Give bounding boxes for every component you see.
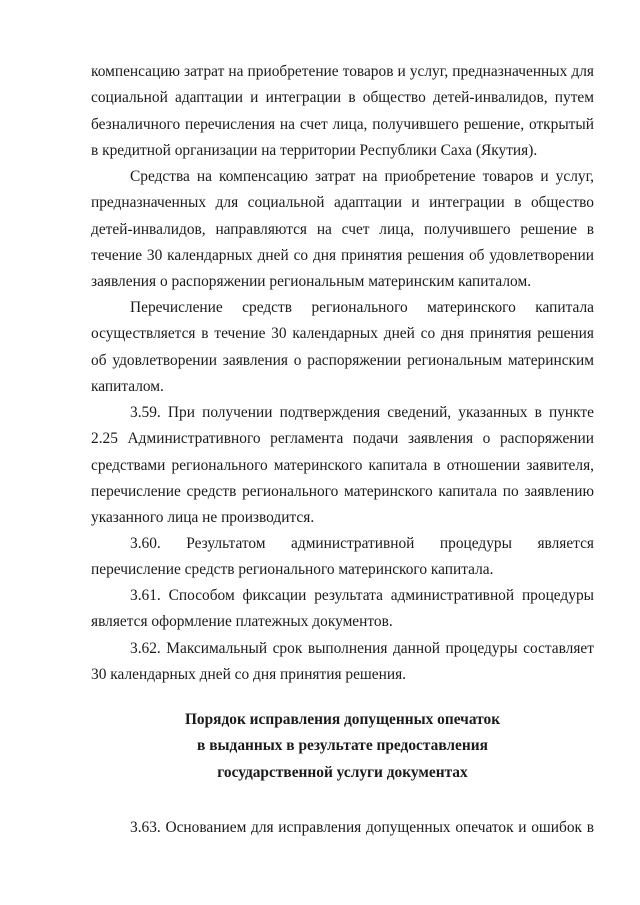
paragraph-continuation: компенсацию затрат на приобретение товаров и услуг, предназначенных для социальной адаптации и интеграции в общество детей-инвалидов, путем безналичного перечисления на счет лица, получившего решение, открытый в кредитной организации на территории Республики Саха (Якутия). [91, 63, 594, 159]
paragraph-3-59: 3.59. При получении подтверждения сведений, указанных в пункте 2.25 Административного регламента подачи заявления о распоряжении средствами регионального материнского капитала в отношении заявителя, перечисление средств регионального материнского капитала по заявлению указанного лица не производится. [91, 404, 594, 527]
paragraph-3-61: 3.61. Способом фиксации результата административной процедуры является оформление платежных документов. [91, 587, 594, 631]
paragraph-compensation-funds: Средства на компенсацию затрат на приобретение товаров и услуг, предназначенных для социальной адаптации и интеграции в общество детей-инвалидов, направляются на счет лица, получившего решение в течение 30 календарных дней со дня принятия решения об удовлетворении заявления о распоряжении региональным материнским капиталом. [91, 168, 594, 291]
section-heading-line-3: государственной услуги документах [217, 763, 468, 781]
paragraph-3-60: 3.60. Результатом административной процедуры является перечисление средств регионального материнского капитала. [91, 535, 594, 579]
paragraph-3-63: 3.63. Основанием для исправления допущенных опечаток и ошибок в [130, 819, 594, 836]
paragraph-transfer: Перечисление средств регионального материнского капитала осуществляется в течение 30 календарных дней со дня принятия решения об удовлетворении заявления о распоряжении региональным материнским капиталом. [91, 299, 594, 395]
section-heading-line-2: в выданных в результате предоставления [197, 737, 488, 755]
section-heading [91, 707, 594, 786]
paragraph-3-62: 3.62. Максимальный срок выполнения данной процедуры составляет 30 календарных дней со дня принятия решения. [91, 640, 594, 684]
section-heading-line-1: Порядок исправления допущенных опечаток [184, 711, 501, 728]
